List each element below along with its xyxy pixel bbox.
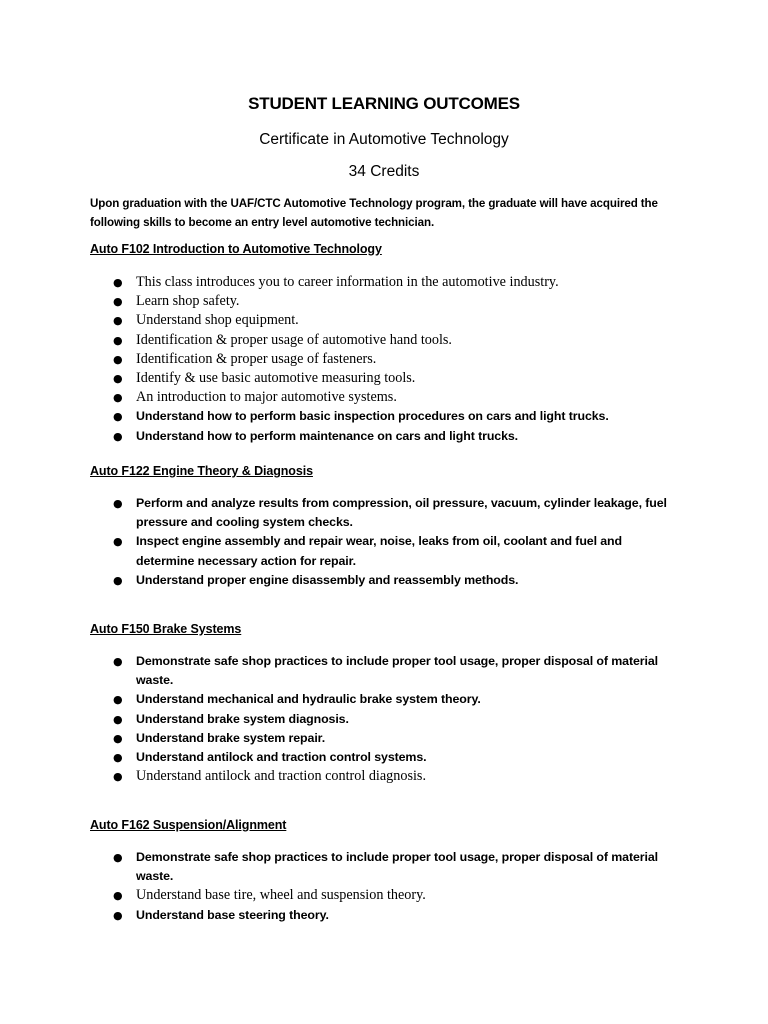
list-item: ● Understand brake system repair. (0, 729, 676, 748)
list-item: ● Demonstrate safe shop practices to include proper tool usage, proper disposal of material waste. (113, 654, 658, 688)
bullet-icon: ● (113, 410, 123, 424)
bullet-icon: ● (113, 314, 123, 328)
bullet-icon: ● (113, 908, 123, 922)
bullet-icon: ● (113, 333, 123, 347)
list-item: ● Understand base tire, wheel and suspension theory. (0, 886, 676, 905)
course-heading-f162: Auto F162 Suspension/Alignment (90, 818, 287, 832)
bullet-icon: ● (113, 655, 123, 668)
bullet-icon: ● (113, 276, 123, 289)
list-item: ● Understand proper engine disassembly and reassembly methods. (0, 571, 676, 590)
bullet-icon: ● (113, 295, 123, 309)
bullet-icon: ● (113, 712, 123, 726)
list-item: ● An introduction to major automotive systems. (0, 388, 676, 407)
bullet-icon: ● (113, 693, 123, 707)
bullet-icon: ● (113, 751, 123, 765)
list-item: ● Identification & proper usage of automotive hand tools. (0, 331, 676, 350)
bullet-icon: ● (113, 372, 123, 386)
page-title: STUDENT LEARNING OUTCOMES (248, 94, 520, 113)
course-heading-f150: Auto F150 Brake Systems (90, 622, 242, 636)
bullet-icon: ● (113, 851, 123, 864)
course-f122-list (0, 494, 768, 590)
bullet-icon: ● (113, 573, 123, 587)
list-item: ● Perform and analyze results from compression, oil pressure, vacuum, cylinder leakage, fuel pressure and cooling system checks. (113, 496, 667, 530)
bullet-icon: ● (113, 770, 123, 784)
list-item: ● Understand antilock and traction control systems. (0, 748, 676, 767)
certificate-subtitle: Certificate in Automotive Technology (259, 131, 509, 148)
course-f150-list (0, 652, 768, 786)
intro-paragraph: Upon graduation with the UAF/CTC Automotive Technology program, the graduate will have acquired the following skills to become an entry level automotive technician. (90, 197, 658, 229)
list-item: ● Understand how to perform maintenance on cars and light trucks. (0, 427, 676, 446)
bullet-icon: ● (113, 889, 123, 903)
course-heading-f122: Auto F122 Engine Theory & Diagnosis (90, 464, 313, 478)
credits-label: 34 Credits (348, 163, 420, 180)
bullet-icon: ● (113, 429, 123, 443)
list-item: ● Identification & proper usage of fasteners. (0, 350, 676, 369)
list-item: ● Understand shop equipment. (0, 311, 676, 330)
course-f162-list (0, 848, 768, 925)
list-item: ● Demonstrate safe shop practices to include proper tool usage, proper disposal of material waste. (113, 850, 658, 884)
list-item: ● Understand base steering theory. (0, 906, 676, 925)
list-item: ● Inspect engine assembly and repair wear, noise, leaks from oil, coolant and fuel and determine necessary action for repair. (113, 534, 622, 568)
list-item: ● Understand mechanical and hydraulic brake system theory. (0, 690, 676, 709)
bullet-icon: ● (113, 352, 123, 366)
bullet-icon: ● (113, 391, 123, 405)
list-item: ● Identify & use basic automotive measuring tools. (0, 369, 676, 388)
list-item: ● Understand how to perform basic inspection procedures on cars and light trucks. (0, 407, 676, 426)
bullet-icon: ● (113, 535, 123, 549)
list-item: ● Understand antilock and traction control diagnosis. (0, 767, 676, 786)
bullet-icon: ● (113, 731, 123, 745)
course-f102-list (0, 273, 768, 446)
list-item: ● This class introduces you to career information in the automotive industry. (0, 273, 676, 292)
list-item: ● Learn shop safety. (0, 292, 676, 311)
list-item: ● Understand brake system diagnosis. (0, 710, 676, 729)
bullet-icon: ● (113, 497, 123, 510)
course-heading-f102: Auto F102 Introduction to Automotive Technology (90, 242, 382, 256)
